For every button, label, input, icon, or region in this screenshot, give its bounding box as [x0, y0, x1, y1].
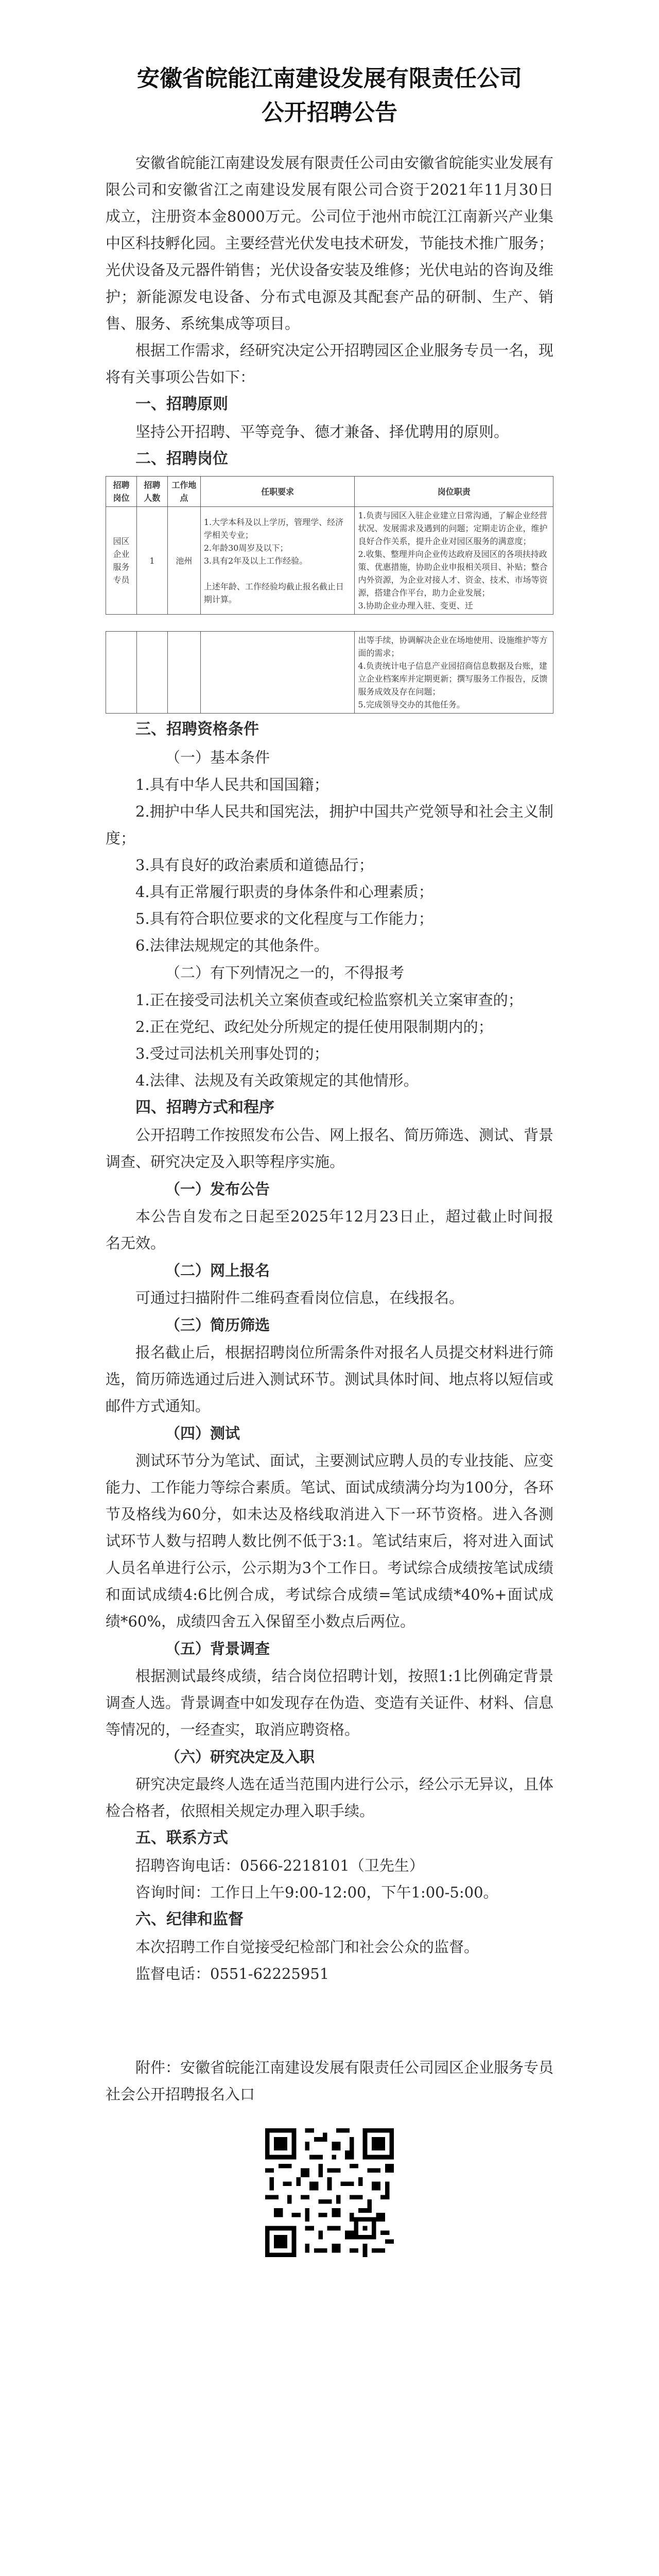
- duty-item: 5.完成领导交办的其他任务。: [358, 700, 465, 709]
- section-3-title: 三、招聘资格条件: [135, 720, 259, 738]
- intro-paragraph-1: 安徽省皖能江南建设发展有限责任公司由安徽省皖能实业发展有限公司和安徽省江之南建设发展有限公司合资于2021年11月30日成立，注册资本金8000万元。公司位于池州市皖江江南新兴产业集中区科技孵化园。主要经营光伏发电技术研发，节能技术推广服务；光伏设备及元器件销售；光伏设备安装及维修；光伏电站的咨询及维护；新能源发电设备、分布式电源及其配套产品的研制、生产、销售、服务、系统集成等项目。: [106, 154, 554, 332]
- count-cell: 1: [136, 507, 167, 615]
- exclusion-item: 2.正在党纪、政纪处分所规定的提任使用限制期内的；: [135, 1018, 493, 1036]
- table-header-cell: 招聘人数: [136, 477, 167, 507]
- requirements-cell: [200, 507, 355, 615]
- basic-condition-item: 5.具有符合职位要求的文化程度与工作能力；: [135, 910, 433, 927]
- basic-condition-item: 6.法律法规规定的其他条件。: [135, 937, 329, 954]
- section-3-subtitle-1: （一）基本条件: [165, 749, 270, 766]
- title-line-2: 公开招聘公告: [262, 99, 397, 126]
- duties-cell-continued: [355, 632, 553, 714]
- basic-condition-item: 2.拥护中华人民共和国宪法，拥护中国共产党领导和社会主义制度；: [106, 803, 553, 847]
- qr-code-icon[interactable]: [265, 2128, 394, 2257]
- section-4-subtitle-5: （五）背景调查: [165, 1640, 270, 1657]
- position-table: [106, 476, 553, 615]
- section-1-paragraph: 坚持公开招聘、平等竞争、德才兼备、择优聘用的原则。: [135, 423, 509, 440]
- duty-item: 3.协助企业办理入驻、变更、迁: [358, 601, 473, 611]
- basic-condition-item: 3.具有良好的政治素质和道德品行；: [135, 856, 374, 874]
- duty-item: 4.负责统计电子信息产业园招商信息数据及台账，建立企业档案库并定期更新；撰写服务工作报告，反馈服务成效及存在问题；: [358, 661, 548, 697]
- section-4-paragraph-4: 测试环节分为笔试、面试，主要测试应聘人员的专业技能、应变能力、工作能力等综合素质。笔试、面试成绩满分均为100分，各环节及格线为60分，如未达及格线取消进入下一环节资格。进入各测试环节人数与招聘人数比例不低于3:1。笔试结束后，将对进入面试人员名单进行公示，公示期为3个工作日。考试综合成绩按笔试成绩和面试成绩4:6比例合成，考试综合成绩=笔试成绩*40%+面试成绩*60%，成绩四舍五入保留至小数点后两位。: [106, 1452, 554, 1630]
- section-4-subtitle-6: （六）研究决定及入职: [165, 1748, 315, 1766]
- section-4-paragraph-1: 本公告自发布之日起至2025年12月23日止，超过截止时间报名无效。: [106, 1208, 553, 1252]
- contact-phone: 招聘咨询电话：0566-2218101（卫先生）: [135, 1857, 424, 1874]
- section-4-paragraph-6: 研究决定最终人选在适当范围内进行公示，经公示无异议，且体检合格者，依照相关规定办理入职手续。: [106, 1775, 554, 1820]
- requirement-item: 1.大学本科及以上学历，管理学、经济学相关专业；: [203, 517, 344, 540]
- section-4-title: 四、招聘方式和程序: [135, 1098, 274, 1116]
- basic-condition-item: 4.具有正常履行职责的身体条件和心理素质；: [135, 883, 433, 901]
- position-cell: 园区企业服务专员: [106, 507, 137, 615]
- table-header-cell: 岗位职责: [355, 477, 553, 507]
- supervision-phone: 监督电话：0551-62225951: [135, 1965, 330, 1982]
- duty-item: 2.收集、整理并向企业传达政府及园区的各项扶持政策、优惠措施，协助企业申报相关项目、补贴；整合内外资源，为企业对接人才、资金、技术、市场等资源，搭建合作平台，助力企业发展；: [358, 549, 548, 598]
- exclusion-item: 4.法律、法规及有关政策规定的其他情形。: [135, 1072, 419, 1089]
- requirement-item: 2.年龄30周岁及以下；: [203, 543, 288, 553]
- duty-item: 1.负责与园区入驻企业建立日常沟通，了解企业经营状况、发展需求及遇到的问题；定期走访企业，维护良好合作关系，提升企业对园区服务的满意度；: [358, 511, 548, 546]
- intro-paragraph-2: 根据工作需求，经研究决定公开招聘园区企业服务专员一名，现将有关事项公告如下：: [106, 342, 554, 386]
- section-4-subtitle-1: （一）发布公告: [165, 1180, 270, 1198]
- table-row: [106, 507, 553, 615]
- table-header-cell: 工作地点: [167, 477, 200, 507]
- section-4-subtitle-3: （三）简历筛选: [165, 1316, 270, 1334]
- section-5-title: 五、联系方式: [135, 1829, 228, 1847]
- position-table-continued: [106, 631, 553, 714]
- location-cell: 池州: [167, 507, 200, 615]
- supervision-paragraph: 本次招聘工作自觉接受纪检部门和社会公众的监督。: [135, 1938, 479, 1956]
- section-2-title: 二、招聘岗位: [135, 450, 228, 468]
- table-header-cell: 招聘岗位: [106, 477, 137, 507]
- section-4-paragraph-2: 可通过扫描附件二维码查看岗位信息，在线报名。: [135, 1289, 464, 1307]
- basic-condition-item: 1.具有中华人民共和国国籍；: [135, 776, 329, 793]
- section-4-subtitle-2: （二）网上报名: [165, 1262, 270, 1279]
- section-4-subtitle-4: （四）测试: [165, 1425, 240, 1442]
- title-line-1: 安徽省皖能江南建设发展有限责任公司: [137, 65, 522, 92]
- table-header-row: [106, 477, 553, 507]
- section-4-intro: 公开招聘工作按照发布公告、网上报名、简历筛选、测试、背景调查、研究决定及入职等程序实施。: [106, 1126, 554, 1171]
- requirement-note: 上述年龄、工作经验均截止报名截止日期计算。: [203, 581, 344, 604]
- section-1-title: 一、招聘原则: [135, 395, 228, 413]
- duties-cell: [355, 507, 553, 615]
- attachment-note: 附件：安徽省皖能江南建设发展有限责任公司园区企业服务专员社会公开招聘报名入口: [106, 2059, 554, 2103]
- section-4-paragraph-5: 根据测试最终成绩，结合岗位招聘计划，按照1:1比例确定背景调查人选。背景调查中如发现存在伪造、变造有关证件、材料、信息等情况的，一经查实，取消应聘资格。: [106, 1667, 554, 1738]
- exclusion-item: 3.受过司法机关刑事处罚的；: [135, 1045, 329, 1062]
- section-4-paragraph-3: 报名截止后，根据招聘岗位所需条件对报名人员提交材料进行筛选，简历筛选通过后进入测试环节。测试具体时间、地点将以短信或邮件方式通知。: [106, 1344, 554, 1415]
- table-header-cell: 任职要求: [200, 477, 355, 507]
- section-6-title: 六、纪律和监督: [135, 1910, 244, 1928]
- duty-item: 出等手续，协调解决企业在场地使用、设施维护等方面的需求；: [358, 635, 548, 658]
- contact-hours: 咨询时间：工作日上午9:00-12:00，下午1:00-5:00。: [135, 1884, 498, 1901]
- section-3-subtitle-2: （二）有下列情况之一的，不得报考: [165, 964, 405, 981]
- table-row: [106, 632, 553, 714]
- exclusion-item: 1.正在接受司法机关立案侦查或纪检监察机关立案审查的；: [135, 991, 523, 1009]
- requirement-item: 3.具有2年及以上工作经验。: [203, 555, 308, 566]
